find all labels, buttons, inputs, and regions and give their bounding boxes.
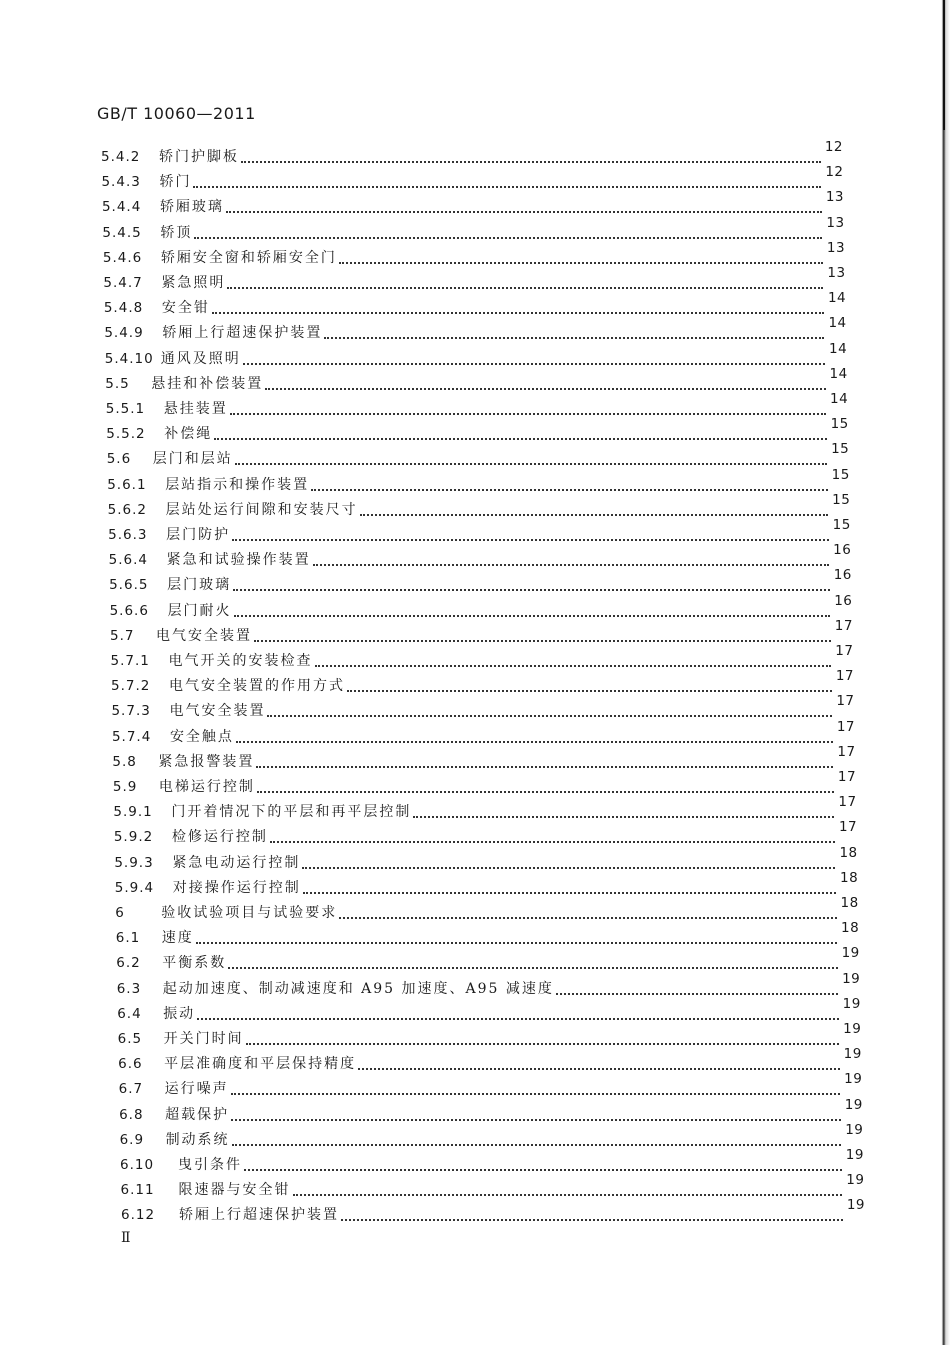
toc-entry-page: 17 [836, 693, 855, 710]
toc-entry-number: 5.8 [112, 753, 137, 770]
toc-entry-page: 14 [828, 340, 848, 357]
toc-entry-number: 5.4.8 [103, 300, 144, 317]
toc-entry-number: 5.6.4 [108, 552, 148, 569]
toc-entry-number: 5.7 [110, 627, 135, 644]
toc-entry-page: 18 [839, 844, 858, 861]
toc-entry-number: 6.2 [116, 955, 141, 972]
toc-entry-title: 紧急报警装置 [158, 753, 255, 770]
toc-entry-page: 15 [832, 491, 851, 508]
toc-entry[interactable] [103, 290, 847, 319]
toc-entry-page: 17 [836, 718, 856, 735]
toc-entry-number: 6.6 [118, 1056, 143, 1073]
toc-entry-number: 6.10 [120, 1157, 155, 1173]
toc-entry-title: 紧急和试验操作装置 [166, 552, 311, 569]
toc-entry[interactable] [119, 1121, 864, 1151]
toc-entry-title: 层站处运行间隙和安装尺寸 [165, 501, 358, 518]
toc-entry[interactable] [120, 1147, 864, 1176]
toc-leader-dots [214, 437, 826, 440]
toc-entry-number: 5.9.1 [113, 804, 153, 821]
toc-leader-dots [228, 966, 837, 969]
toc-entry[interactable] [114, 869, 859, 899]
toc-leader-dots [302, 866, 835, 869]
toc-entry-number: 5.5.2 [106, 426, 146, 443]
toc-leader-dots [267, 714, 832, 717]
toc-leader-dots [232, 538, 829, 541]
toc-entry[interactable] [111, 718, 856, 748]
toc-entry-page: 17 [837, 769, 857, 785]
toc-entry-title: 通风及照明 [160, 350, 241, 367]
toc-leader-dots [235, 462, 827, 465]
toc-entry-number: 5.4.10 [104, 350, 154, 367]
toc-entry-number: 5.4.3 [101, 174, 141, 191]
toc-entry-page: 18 [840, 895, 859, 911]
toc-entry[interactable] [117, 995, 861, 1025]
toc-entry-title: 制动系统 [165, 1131, 230, 1148]
toc-entry-page: 19 [841, 945, 860, 962]
toc-entry-title: 补偿绳 [164, 426, 213, 443]
toc-entry[interactable] [109, 567, 852, 596]
toc-leader-dots [232, 1143, 842, 1146]
toc-entry-title: 轿顶 [160, 224, 193, 241]
toc-entry-page: 17 [835, 643, 854, 659]
toc-entry-title: 运行噪声 [164, 1081, 229, 1098]
toc-entry-number: 5.6.6 [109, 602, 149, 619]
toc-entry[interactable] [116, 945, 860, 974]
toc-entry[interactable] [115, 895, 859, 924]
toc-entry-number: 5.6 [106, 451, 132, 468]
toc-entry-title: 安全触点 [169, 728, 234, 745]
toc-entry[interactable] [112, 769, 857, 798]
toc-entry[interactable] [102, 214, 845, 244]
toc-entry-page: 13 [826, 214, 845, 231]
toc-entry-number: 5.6.1 [107, 476, 147, 493]
toc-entry[interactable] [118, 1046, 862, 1075]
toc-entry-page: 17 [834, 617, 853, 634]
toc-entry-title: 平层准确度和平层保持精度 [164, 1056, 357, 1073]
toc-entry-title: 层门玻璃 [167, 577, 232, 594]
toc-entry-page: 13 [826, 239, 846, 256]
toc-entry[interactable] [107, 491, 851, 521]
toc-leader-dots [341, 1218, 843, 1221]
toc-entry-title: 安全钳 [161, 300, 210, 317]
toc-entry-page: 19 [843, 1046, 862, 1063]
toc-leader-dots [270, 840, 835, 843]
toc-entry-title: 轿厢上行超速保护装置 [162, 325, 323, 342]
toc-leader-dots [347, 689, 832, 692]
page-number-footer: Ⅱ [121, 1230, 131, 1246]
toc-entry[interactable] [102, 239, 846, 269]
toc-entry-number: 5.9.4 [114, 879, 155, 896]
toc-leader-dots [212, 311, 824, 314]
toc-entry-title: 对接操作运行控制 [172, 879, 301, 896]
toc-entry-page: 17 [838, 819, 858, 836]
toc-entry-number: 6.9 [119, 1131, 145, 1148]
toc-entry[interactable] [113, 794, 857, 823]
toc-leader-dots [193, 185, 821, 188]
toc-leader-dots [236, 740, 833, 743]
toc-leader-dots [231, 1092, 841, 1095]
toc-entry[interactable] [110, 643, 854, 672]
toc-entry-title: 电梯运行控制 [158, 779, 255, 795]
toc-entry-title: 轿厢玻璃 [159, 199, 224, 216]
toc-entry[interactable] [104, 315, 847, 344]
toc-entry[interactable] [114, 844, 858, 874]
toc-entry-title: 层站指示和操作装置 [165, 476, 310, 493]
toc-leader-dots [197, 1017, 838, 1020]
toc-leader-dots [265, 387, 825, 390]
toc-entry[interactable] [108, 542, 852, 571]
toc-entry-title: 起动加速度、制动减速度和 A95 加速度、A95 减速度 [162, 980, 554, 997]
toc-entry[interactable] [118, 1071, 863, 1100]
toc-leader-dots [196, 941, 837, 944]
toc-leader-dots [339, 261, 823, 264]
toc-entry-number: 6.4 [117, 1005, 142, 1022]
toc-entry-title: 曳引条件 [178, 1157, 243, 1173]
toc-entry-page: 19 [846, 1172, 865, 1189]
toc-entry-title: 验收试验项目与试验要求 [161, 905, 338, 921]
toc-entry[interactable] [104, 340, 848, 370]
toc-entry-number: 6.1 [115, 930, 141, 947]
toc-entry-number: 5.7.2 [111, 678, 151, 695]
toc-entry-title: 检修运行控制 [171, 829, 268, 846]
toc-leader-dots [243, 362, 825, 365]
toc-leader-dots [233, 588, 830, 591]
toc-entry[interactable] [110, 617, 853, 647]
toc-leader-dots [234, 614, 831, 617]
toc-entry-title: 速度 [161, 930, 194, 947]
toc-entry-page: 18 [839, 869, 859, 886]
toc-leader-dots [257, 790, 834, 793]
toc-entry[interactable] [103, 265, 846, 294]
toc-entry-number: 6.7 [118, 1081, 144, 1098]
toc-entry-number: 5.6.5 [109, 577, 149, 594]
toc-entry[interactable] [105, 365, 848, 395]
toc-entry-page: 16 [833, 567, 852, 584]
toc-entry-page: 18 [841, 920, 860, 937]
toc-leader-dots [256, 765, 833, 768]
toc-entry-number: 5.6.3 [108, 527, 148, 543]
toc-entry-page: 14 [827, 290, 847, 307]
toc-entry[interactable] [121, 1197, 865, 1226]
toc-entry-page: 19 [846, 1197, 865, 1214]
toc-entry-number: 5.7.3 [111, 703, 151, 720]
toc-entry-title: 电气安全装置 [169, 703, 266, 720]
toc-leader-dots [339, 916, 836, 919]
toc-leader-dots [194, 236, 822, 239]
toc-entry-title: 门开着情况下的平层和再平层控制 [171, 804, 412, 821]
toc-entry[interactable] [101, 189, 845, 218]
toc-entry-page: 12 [824, 139, 843, 155]
toc-entry-title: 开关门时间 [163, 1031, 244, 1047]
toc-leader-dots [293, 1193, 843, 1196]
toc-entry[interactable] [112, 743, 856, 773]
toc-entry-number: 6.3 [116, 980, 142, 997]
toc-entry[interactable] [108, 517, 851, 546]
toc-entry-page: 14 [830, 391, 849, 407]
toc-entry-page: 19 [844, 1096, 863, 1113]
toc-entry-page: 19 [842, 970, 861, 987]
toc-entry-title: 轿厢上行超速保护装置 [179, 1207, 339, 1224]
toc-entry-number: 5.4.7 [103, 275, 143, 291]
toc-entry-page: 13 [827, 265, 846, 281]
toc-entry-title: 电气安全装置的作用方式 [169, 678, 345, 695]
toc-entry[interactable] [107, 466, 850, 496]
toc-entry-page: 15 [832, 517, 851, 533]
toc-entry[interactable] [111, 668, 854, 697]
toc-entry[interactable] [101, 139, 843, 168]
toc-leader-dots [244, 1168, 842, 1171]
toc-leader-dots [324, 336, 824, 339]
toc-leader-dots [230, 412, 826, 415]
toc-entry-title: 层门防护 [166, 527, 231, 543]
toc-entry[interactable] [105, 391, 849, 420]
toc-entry-page: 17 [838, 794, 857, 811]
toc-entry-number: 5.4.6 [102, 249, 143, 266]
toc-entry[interactable] [109, 592, 853, 622]
toc-leader-dots [241, 160, 821, 163]
toc-entry-number: 6.11 [120, 1182, 155, 1199]
toc-entry-number: 5.6.2 [107, 501, 148, 518]
toc-entry-page: 19 [844, 1071, 863, 1088]
toc-entry-title: 振动 [163, 1005, 196, 1022]
toc-entry-page: 13 [825, 189, 845, 206]
toc-entry-number: 6.8 [119, 1106, 144, 1123]
toc-entry-page: 16 [834, 592, 853, 609]
toc-entry-title: 层门和层站 [152, 451, 233, 468]
toc-entry[interactable] [113, 819, 858, 848]
toc-entry-title: 悬挂和补偿装置 [151, 375, 264, 392]
toc-entry-page: 19 [842, 995, 861, 1012]
toc-entry-title: 电气安全装置 [156, 627, 253, 644]
toc-leader-dots [231, 1118, 841, 1121]
toc-leader-dots [227, 286, 823, 289]
toc-entry-title: 层门耐火 [167, 602, 232, 619]
toc-entry-number: 5.7.4 [111, 728, 152, 745]
toc-leader-dots [311, 488, 827, 491]
toc-entry-page: 17 [837, 743, 856, 760]
toc-entry-number: 5.9 [112, 779, 138, 795]
toc-entry-page: 19 [845, 1147, 864, 1163]
toc-entry-number: 5.9.2 [113, 829, 154, 846]
toc-leader-dots [313, 563, 830, 566]
toc-entry-number: 6.5 [117, 1031, 143, 1047]
scan-edge-shadow [936, 0, 950, 1345]
toc-entry-number: 5.7.1 [110, 653, 150, 669]
toc-entry-number: 5.4.9 [104, 325, 144, 342]
toc-entry-title: 超载保护 [165, 1106, 230, 1123]
toc-entry[interactable] [119, 1096, 863, 1126]
toc-entry-page: 14 [828, 315, 847, 332]
toc-entry-title: 轿门 [159, 174, 192, 191]
toc-entry-number: 5.4.5 [102, 224, 142, 241]
toc-leader-dots [254, 639, 831, 642]
toc-entry-page: 15 [830, 416, 849, 433]
toc-entry[interactable] [116, 970, 861, 1000]
toc-leader-dots [226, 210, 822, 213]
toc-entry-title: 平衡系数 [162, 955, 227, 972]
toc-entry-title: 轿厢安全窗和轿厢安全门 [160, 249, 337, 266]
toc-entry-title: 悬挂装置 [163, 401, 228, 417]
toc-entry-number: 5.9.3 [114, 854, 154, 871]
toc-leader-dots [556, 992, 838, 995]
toc-entry[interactable] [117, 1021, 862, 1050]
toc-leader-dots [315, 664, 832, 667]
toc-entry[interactable] [106, 416, 849, 445]
toc-entry[interactable] [115, 920, 860, 949]
toc-entry-title: 紧急电动运行控制 [172, 854, 301, 871]
toc-entry-page: 17 [835, 668, 854, 685]
toc-entry-page: 14 [829, 365, 848, 382]
scan-edge-mark [943, 0, 945, 130]
toc-entry-title: 电气开关的安装检查 [168, 653, 313, 669]
toc-entry-title: 紧急照明 [161, 275, 226, 291]
toc-entry[interactable] [120, 1172, 865, 1201]
toc-entry-title: 轿门护脚板 [159, 149, 239, 165]
toc-leader-dots [246, 1042, 839, 1045]
toc-entry[interactable] [101, 164, 844, 193]
toc-entry[interactable] [106, 441, 850, 470]
toc-leader-dots [360, 513, 828, 516]
toc-entry-number: 5.4.4 [101, 199, 142, 216]
toc-entry-number: 5.5.1 [105, 401, 146, 417]
toc-entry-page: 19 [845, 1121, 864, 1138]
standard-code-header: GB/T 10060—2011 [97, 104, 256, 123]
toc-leader-dots [303, 891, 836, 894]
toc-leader-dots [413, 815, 834, 818]
toc-entry[interactable] [111, 693, 855, 722]
toc-entry-number: 5.5 [105, 375, 130, 392]
toc-entry-page: 16 [833, 542, 852, 559]
toc-entry-title: 限速器与安全钳 [178, 1182, 291, 1199]
toc-entry-page: 15 [831, 441, 850, 458]
toc-leader-dots [358, 1067, 840, 1070]
toc-entry-number: 6.12 [121, 1207, 156, 1224]
toc-entry-page: 15 [831, 466, 850, 483]
toc-entry-page: 12 [825, 164, 844, 181]
toc-entry-number: 6 [115, 905, 125, 921]
toc-entry-number: 5.4.2 [101, 149, 141, 165]
toc-entry-page: 19 [843, 1021, 862, 1037]
